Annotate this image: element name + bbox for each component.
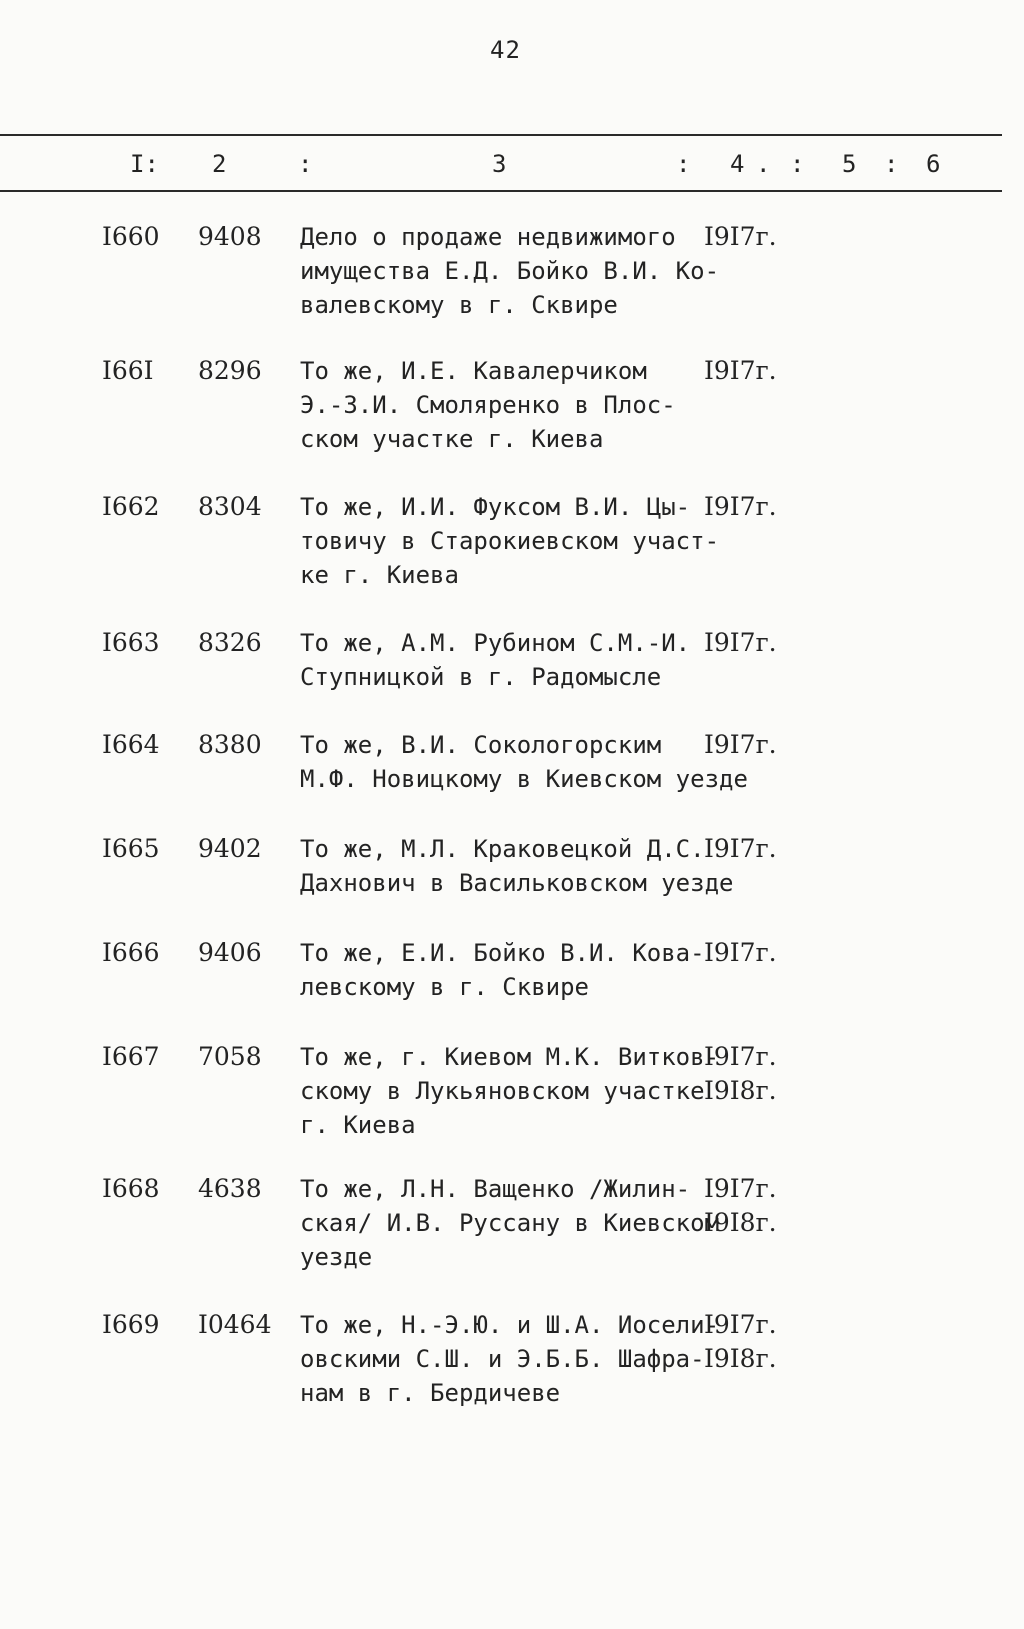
entry-number: I66I <box>102 356 154 385</box>
entry-number: I669 <box>102 1310 160 1339</box>
entry-description: Дело о продаже недвижимого имущества Е.Д. Бойко В.И. Ко- валевскому в г. Сквире <box>300 223 720 319</box>
entry-dates: I9I7г. <box>704 730 777 759</box>
old-number: 8326 <box>198 628 262 657</box>
entry-description: То же, г. Киевом М.К. Витков- скому в Лукьяновском участке г. Киева <box>300 1043 720 1139</box>
entry-dates: I9I7г. I9I8г. <box>704 1042 777 1105</box>
header-separator: : <box>676 150 691 178</box>
old-number: I0464 <box>198 1310 272 1339</box>
header-col-5: 5 <box>842 150 857 178</box>
table-top-rule <box>0 134 1002 136</box>
entry-description: То же, Е.И. Бойко В.И. Кова- левскому в г. Сквире <box>300 939 705 1001</box>
entry-description: То же, Л.Н. Ващенко /Жилин- ская/ И.В. Руссану в Киевском уезде <box>300 1175 720 1271</box>
entry-dates: I9I7г. <box>704 356 777 385</box>
entry-number: I660 <box>102 222 160 251</box>
header-separator: : <box>790 150 805 178</box>
entry-dates: I9I7г. <box>704 492 777 521</box>
entry-dates: I9I7г. <box>704 938 777 967</box>
page-number: 42 <box>490 36 521 64</box>
old-number: 8296 <box>198 356 262 385</box>
old-number: 9406 <box>198 938 262 967</box>
header-col-6: 6 <box>926 150 941 178</box>
entry-number: I668 <box>102 1174 160 1203</box>
entry-number: I664 <box>102 730 160 759</box>
entry-number: I665 <box>102 834 160 863</box>
entry-description: То же, В.И. Сокологорским М.Ф. Новицкому в Киевском уезде <box>300 731 748 793</box>
entry-number: I667 <box>102 1042 160 1071</box>
entry-description: То же, И.Е. Кавалерчиком Э.-З.И. Смоляренко в Плос- ском участке г. Киева <box>300 357 676 453</box>
header-mark: . <box>756 150 771 178</box>
entry-number: I662 <box>102 492 160 521</box>
entry-description: То же, А.М. Рубином С.М.-И. Ступницкой в г. Радомысле <box>300 629 691 691</box>
header-col-1: I: <box>130 150 159 178</box>
header-col-4: 4 <box>730 150 745 178</box>
old-number: 9402 <box>198 834 262 863</box>
header-col-3: 3 <box>492 150 507 178</box>
header-separator: : <box>884 150 899 178</box>
old-number: 8304 <box>198 492 262 521</box>
entry-dates: I9I7г. I9I8г. <box>704 1174 777 1237</box>
entry-dates: I9I7г. I9I8г. <box>704 1310 777 1373</box>
old-number: 4638 <box>198 1174 262 1203</box>
old-number: 7058 <box>198 1042 262 1071</box>
entry-dates: I9I7г. <box>704 834 777 863</box>
header-separator: : <box>298 150 313 178</box>
entry-dates: I9I7г. <box>704 222 777 251</box>
entry-dates: I9I7г. <box>704 628 777 657</box>
entry-description: То же, И.И. Фуксом В.И. Цы- товичу в Старокиевском участ- ке г. Киева <box>300 493 720 589</box>
header-col-2: 2 <box>212 150 227 178</box>
entry-number: I666 <box>102 938 160 967</box>
old-number: 9408 <box>198 222 262 251</box>
entry-description: То же, Н.-Э.Ю. и Ш.А. Иосели- овскими С.Ш. и Э.Б.Б. Шафра- нам в г. Бердичеве <box>300 1311 720 1407</box>
entry-number: I663 <box>102 628 160 657</box>
old-number: 8380 <box>198 730 262 759</box>
entry-description: То же, М.Л. Краковецкой Д.С. Дахнович в Васильковском уезде <box>300 835 734 897</box>
table-header-rule <box>0 190 1002 192</box>
